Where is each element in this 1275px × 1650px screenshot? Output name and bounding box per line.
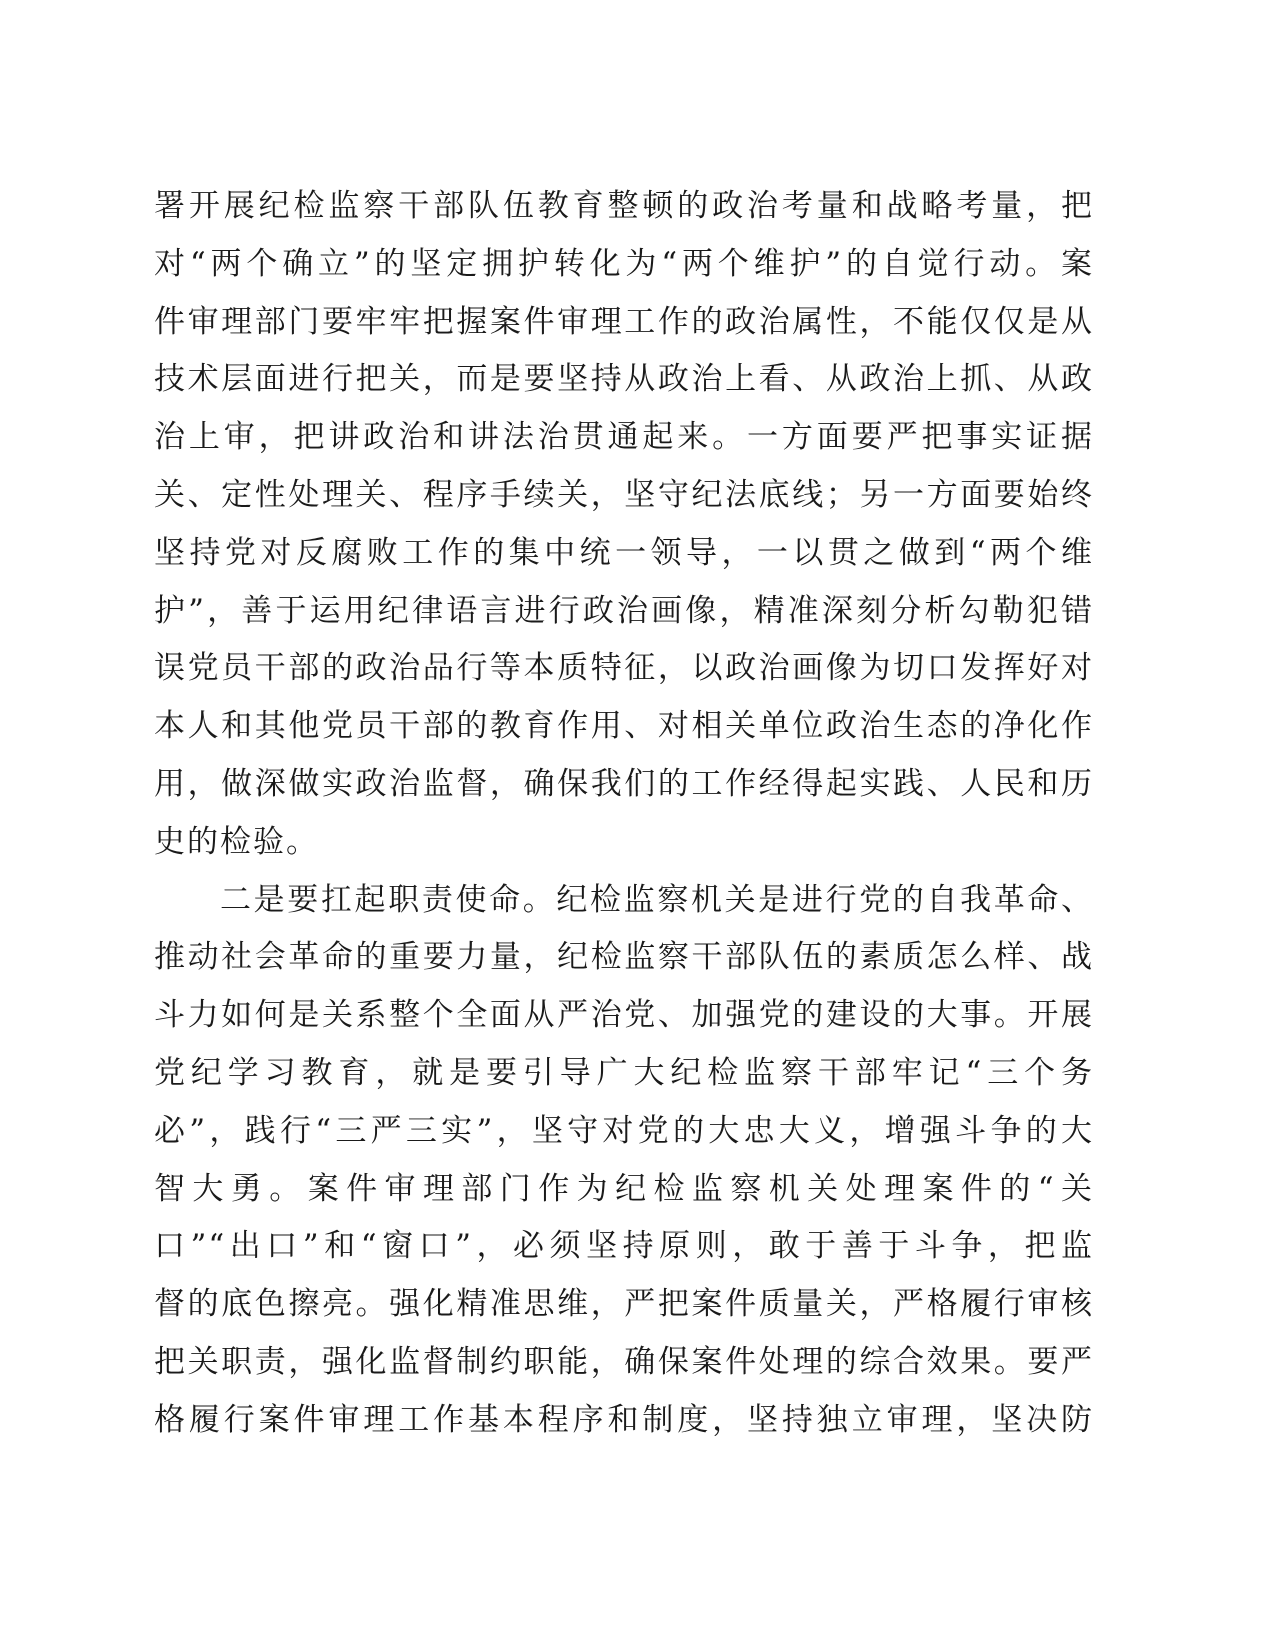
text-line: 必”，践行“三严三实”，坚守对党的大忠大义，增强斗争的大 <box>154 1112 1094 1149</box>
text-line: 署开展纪检监察干部队伍教育整顿的政治考量和战略考量，把 <box>154 188 1094 224</box>
text-line: 推动社会革命的重要力量，纪检监察干部队伍的素质怎么样、战 <box>154 939 1094 976</box>
text-line: 关、定性处理关、程序手续关，坚守纪法底线；另一方面要始终 <box>154 476 1094 513</box>
text-line: 坚持党对反腐败工作的集中统一领导，一以贯之做到“两个维 <box>154 534 1094 571</box>
text-line: 把关职责，强化监督制约职能，确保案件处理的综合效果。要严 <box>154 1343 1094 1380</box>
text-line: 史的检验。 <box>154 823 319 860</box>
text-line: 督的底色擦亮。强化精准思维，严把案件质量关，严格履行审核 <box>154 1286 1094 1323</box>
text-line: 误党员干部的政治品行等本质特征，以政治画像为切口发挥好对 <box>154 650 1094 687</box>
text-line: 治上审，把讲政治和讲法治贯通起来。一方面要严把事实证据 <box>154 419 1094 456</box>
paragraph-start-line: 二是要扛起职责使命。纪检监察机关是进行党的自我革命、 <box>220 881 1094 918</box>
text-line: 本人和其他党员干部的教育作用、对相关单位政治生态的净化作 <box>154 708 1094 745</box>
text-line: 智大勇。案件审理部门作为纪检监察机关处理案件的“关 <box>154 1170 1094 1207</box>
text-line: 护”，善于运用纪律语言进行政治画像，精准深刻分析勾勒犯错 <box>154 592 1094 629</box>
text-line: 技术层面进行把关，而是要坚持从政治上看、从政治上抓、从政 <box>154 361 1094 398</box>
text-line: 口”“出口”和“窗口”，必须坚持原则，敢于善于斗争，把监 <box>154 1228 1094 1265</box>
text-line: 格履行案件审理工作基本程序和制度，坚持独立审理，坚决防 <box>154 1401 1094 1438</box>
text-line: 对“两个确立”的坚定拥护转化为“两个维护”的自觉行动。案 <box>154 245 1094 282</box>
text-line: 斗力如何是关系整个全面从严治党、加强党的建设的大事。开展 <box>154 997 1094 1034</box>
text-line: 党纪学习教育，就是要引导广大纪检监察干部牢记“三个务 <box>154 1054 1094 1091</box>
text-line: 用，做深做实政治监督，确保我们的工作经得起实践、人民和历 <box>154 765 1094 802</box>
text-line: 件审理部门要牢牢把握案件审理工作的政治属性，不能仅仅是从 <box>154 303 1094 340</box>
body-text <box>154 178 1094 1450</box>
